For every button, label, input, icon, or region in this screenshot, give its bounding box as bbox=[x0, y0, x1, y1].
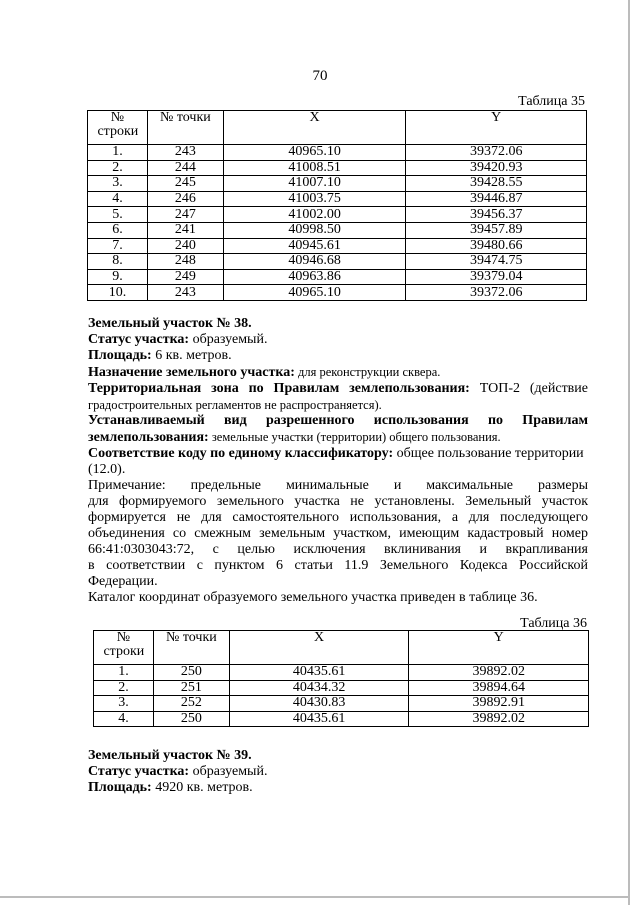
cell-row-no: 3. bbox=[88, 176, 148, 192]
cell-row-no: 2. bbox=[88, 160, 148, 176]
cell-row-no: 7. bbox=[88, 238, 148, 254]
table-row bbox=[88, 145, 587, 161]
col-header-row-no: № строки bbox=[88, 111, 148, 145]
cell-x: 41003.75 bbox=[223, 191, 406, 207]
cell-point: 250 bbox=[153, 665, 229, 681]
plot-39-title: Земельный участок № 39. bbox=[88, 748, 252, 763]
table-row bbox=[88, 269, 587, 285]
cell-x: 40434.32 bbox=[229, 680, 409, 696]
table-row bbox=[94, 696, 589, 712]
area-value: 4920 кв. метров. bbox=[151, 780, 253, 795]
cell-y: 39892.91 bbox=[409, 696, 589, 712]
table-row bbox=[94, 680, 589, 696]
cell-point: 244 bbox=[147, 160, 223, 176]
col-header-point: № точки bbox=[153, 631, 229, 665]
cell-row-no: 10. bbox=[88, 285, 148, 301]
area-label: Площадь: bbox=[88, 780, 152, 795]
cell-row-no: 1. bbox=[94, 665, 154, 681]
cell-y: 39456.37 bbox=[406, 207, 587, 223]
cell-y: 39894.64 bbox=[409, 680, 589, 696]
catalog-reference: Каталог координат образуемого земельного участка приведен в таблице 36. bbox=[88, 590, 538, 605]
cell-point: 245 bbox=[147, 176, 223, 192]
plot-38-section bbox=[88, 316, 588, 606]
cell-x: 41007.10 bbox=[223, 176, 406, 192]
zone-value: ТОП-2 (действие bbox=[469, 381, 588, 396]
cell-y: 39379.04 bbox=[406, 269, 587, 285]
zone-label: Территориальная зона по Правилам землепользования: bbox=[88, 381, 470, 396]
cell-y: 39446.87 bbox=[406, 191, 587, 207]
table-row bbox=[88, 160, 587, 176]
col-header-x: X bbox=[223, 111, 406, 145]
note-line-5: 66:41:0303043:72, с целью исключения вклинивания и вкрапливания bbox=[88, 542, 588, 557]
cell-y: 39480.66 bbox=[406, 238, 587, 254]
cell-row-no: 9. bbox=[88, 269, 148, 285]
table-row bbox=[88, 254, 587, 270]
cell-y: 39420.93 bbox=[406, 160, 587, 176]
cell-x: 40998.50 bbox=[223, 222, 406, 238]
cell-y: 39474.75 bbox=[406, 254, 587, 270]
cell-point: 248 bbox=[147, 254, 223, 270]
page-edge-bottom bbox=[0, 896, 630, 898]
table-row bbox=[88, 191, 587, 207]
cell-y: 39892.02 bbox=[409, 665, 589, 681]
table-36 bbox=[93, 630, 589, 727]
cell-point: 243 bbox=[147, 285, 223, 301]
cell-y: 39428.55 bbox=[406, 176, 587, 192]
cell-x: 41008.51 bbox=[223, 160, 406, 176]
area-value: 6 кв. метров. bbox=[151, 348, 232, 363]
col-header-x: X bbox=[229, 631, 409, 665]
plot-39-section bbox=[88, 748, 588, 796]
cell-point: 247 bbox=[147, 207, 223, 223]
cell-point: 246 bbox=[147, 191, 223, 207]
col-header-point: № точки bbox=[147, 111, 223, 145]
purpose-label: Назначение земельного участка: bbox=[88, 365, 295, 380]
col-header-y: Y bbox=[406, 111, 587, 145]
table-row bbox=[94, 711, 589, 727]
cell-point: 241 bbox=[147, 222, 223, 238]
table-35-caption: Таблица 35 bbox=[518, 94, 585, 109]
cell-x: 41002.00 bbox=[223, 207, 406, 223]
status-label: Статус участка: bbox=[88, 332, 190, 347]
table-row bbox=[88, 222, 587, 238]
cell-x: 40435.61 bbox=[229, 711, 409, 727]
cell-y: 39457.89 bbox=[406, 222, 587, 238]
cell-x: 40965.10 bbox=[223, 145, 406, 161]
cell-row-no: 4. bbox=[88, 191, 148, 207]
cell-x: 40963.86 bbox=[223, 269, 406, 285]
table-row bbox=[88, 238, 587, 254]
status-value: образуемый. bbox=[189, 764, 268, 779]
area-label: Площадь: bbox=[88, 348, 152, 363]
cell-row-no: 8. bbox=[88, 254, 148, 270]
table-row bbox=[88, 176, 587, 192]
cell-row-no: 5. bbox=[88, 207, 148, 223]
cell-x: 40435.61 bbox=[229, 665, 409, 681]
col-header-row-no: № строки bbox=[94, 631, 154, 665]
use-label: Устанавливаемый вид разрешенного использования по Правилам bbox=[88, 413, 588, 428]
cell-point: 250 bbox=[153, 711, 229, 727]
table-row bbox=[88, 207, 587, 223]
cell-point: 249 bbox=[147, 269, 223, 285]
cell-point: 240 bbox=[147, 238, 223, 254]
cell-x: 40945.61 bbox=[223, 238, 406, 254]
note-line-4: объединения со смежным земельным участком, имеющим кадастровый номер bbox=[88, 526, 588, 541]
col-header-y: Y bbox=[409, 631, 589, 665]
cell-y: 39372.06 bbox=[406, 285, 587, 301]
table-35 bbox=[87, 110, 587, 301]
note-line-2: для формируемого земельного участка не установлены. Земельный участок bbox=[88, 494, 588, 509]
code-value: общее пользование территории bbox=[393, 446, 584, 461]
use-value: земельные участки (территории) общего пользования. bbox=[208, 430, 501, 444]
cell-point: 243 bbox=[147, 145, 223, 161]
status-label: Статус участка: bbox=[88, 764, 190, 779]
note-line-7: Федерации. bbox=[88, 574, 158, 589]
cell-row-no: 2. bbox=[94, 680, 154, 696]
page-edge-right bbox=[628, 0, 630, 905]
cell-x: 40430.83 bbox=[229, 696, 409, 712]
code-label: Соответствие коду по единому классификатору: bbox=[88, 446, 394, 461]
cell-row-no: 6. bbox=[88, 222, 148, 238]
purpose-value: для реконструкции сквера. bbox=[294, 365, 441, 379]
table-row bbox=[94, 665, 589, 681]
cell-x: 40965.10 bbox=[223, 285, 406, 301]
note-line-6: в соответствии с пунктом 6 статьи 11.9 Земельного Кодекса Российской bbox=[88, 558, 588, 573]
code-value-cont: (12.0). bbox=[88, 462, 126, 477]
cell-y: 39372.06 bbox=[406, 145, 587, 161]
cell-row-no: 1. bbox=[88, 145, 148, 161]
note-line-1: Примечание: предельные минимальные и максимальные размеры bbox=[88, 478, 588, 493]
plot-38-title: Земельный участок № 38. bbox=[88, 316, 252, 331]
note-line-3: формируется не для самостоятельного использования, а для последующего bbox=[88, 510, 588, 525]
cell-point: 252 bbox=[153, 696, 229, 712]
use-label-cont: землепользования: bbox=[88, 430, 209, 445]
cell-x: 40946.68 bbox=[223, 254, 406, 270]
cell-point: 251 bbox=[153, 680, 229, 696]
cell-y: 39892.02 bbox=[409, 711, 589, 727]
page-number: 70 bbox=[312, 68, 328, 84]
cell-row-no: 3. bbox=[94, 696, 154, 712]
zone-value-cont: градостроительных регламентов не распространяется). bbox=[88, 398, 382, 412]
table-36-caption: Таблица 36 bbox=[520, 616, 587, 631]
table-row bbox=[88, 285, 587, 301]
status-value: образуемый. bbox=[189, 332, 268, 347]
cell-row-no: 4. bbox=[94, 711, 154, 727]
